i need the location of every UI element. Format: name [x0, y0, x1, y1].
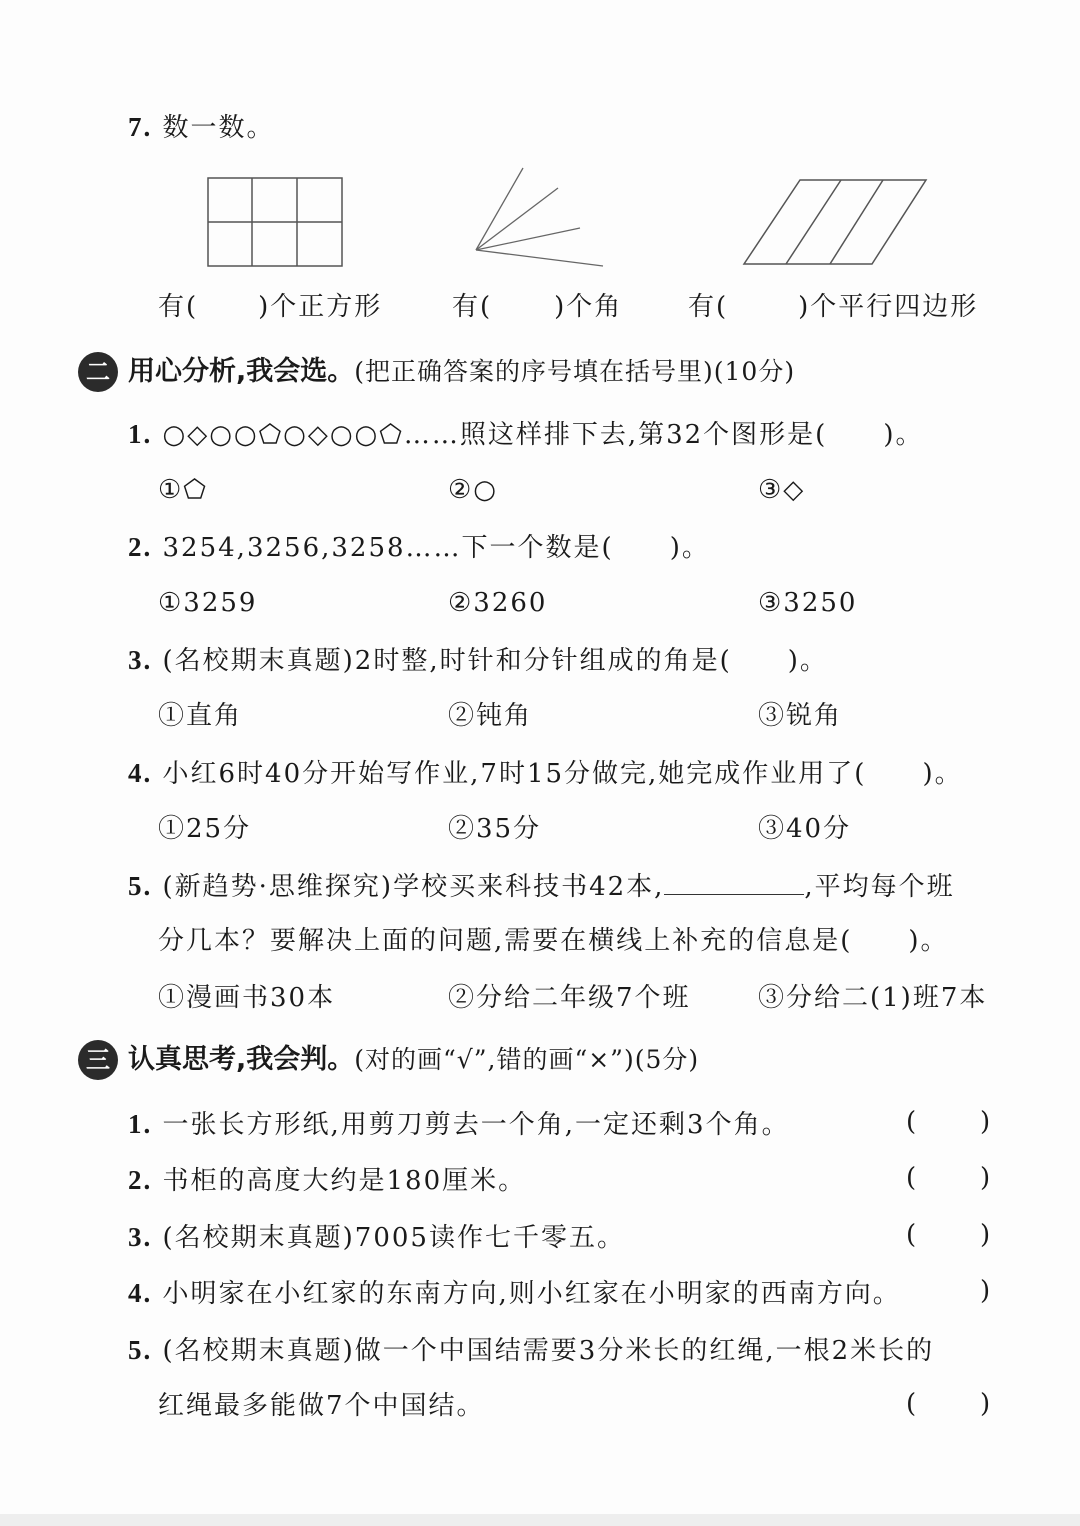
s2-question-5 — [128, 868, 955, 904]
section-badge: 三 — [78, 1040, 118, 1080]
section3-note: (对的画“√”,错的画“×”)(5分) — [354, 1045, 700, 1074]
option: ②○ — [448, 475, 498, 505]
option: ②钝角 — [448, 701, 533, 731]
question-text: 小明家在小红家的东南方向,则小红家在小明家的西南方向。 — [162, 1279, 901, 1309]
q7-text: 数一数。 — [162, 113, 275, 143]
s3-question-4 — [128, 1276, 901, 1311]
section-badge: 二 — [78, 352, 118, 392]
s2-question-3 — [128, 643, 828, 678]
question-text: 书柜的高度大约是180厘米。 — [162, 1166, 527, 1196]
s3-question-3 — [128, 1220, 625, 1255]
question-number: 1. — [128, 419, 153, 449]
s2-question-4 — [128, 756, 963, 791]
question-number: 5. — [128, 871, 153, 901]
question-number: 4. — [128, 1278, 153, 1308]
s3-question-2 — [128, 1163, 526, 1198]
answer-paren-close: ) — [980, 1107, 991, 1137]
parallelogram-figure — [738, 172, 933, 272]
caption-text: )个平行四边形 — [798, 292, 979, 322]
section2-title: 用心分析,我会选。 — [128, 356, 355, 387]
s2-question-1 — [128, 417, 923, 452]
option: ③3250 — [758, 588, 858, 618]
fill-in-blank-line — [664, 868, 804, 895]
question-text: ○◇○○⬠○◇○○⬠……照这样排下去,第32个图形是( )。 — [162, 420, 924, 450]
option: ①漫画书30本 — [158, 983, 336, 1013]
question-number: 2. — [128, 532, 153, 562]
caption-text: )个角 — [554, 292, 623, 322]
section3-header — [128, 1040, 699, 1083]
caption-text: 有( — [452, 292, 493, 322]
question-text: (名校期末真题)7005读作七千零五。 — [162, 1223, 625, 1253]
caption-parallelograms — [688, 290, 978, 324]
section3-title: 认真思考,我会判。 — [128, 1044, 355, 1075]
s3-question-5 — [128, 1333, 934, 1368]
section2-header — [128, 352, 795, 395]
option: ③分给二(1)班7本 — [758, 983, 988, 1013]
caption-text: 有( — [688, 292, 729, 322]
s2-question-2 — [128, 530, 710, 565]
answer-paren-close: ) — [980, 1276, 991, 1306]
option: ②分给二年级7个班 — [448, 983, 691, 1013]
answer-paren-close: ) — [980, 1163, 991, 1193]
question-text-continued: 红绳最多能做7个中国结。 — [158, 1391, 485, 1421]
question-text: 3254,3256,3258……下一个数是( )。 — [162, 533, 710, 563]
question-number: 2. — [128, 1165, 153, 1195]
option: ①25分 — [158, 814, 252, 844]
caption-squares — [158, 290, 382, 324]
question-text: ,平均每个班 — [804, 872, 955, 902]
option: ②3260 — [448, 588, 548, 618]
option: ②35分 — [448, 814, 542, 844]
caption-text: 有( — [158, 292, 199, 322]
square-grid-figure — [200, 170, 350, 275]
question-text: 小红6时40分开始写作业,7时15分做完,她完成作业用了( )。 — [162, 759, 963, 789]
option: ③◇ — [758, 475, 806, 505]
question-text: 一张长方形纸,用剪刀剪去一个角,一定还剩3个角。 — [162, 1110, 790, 1140]
answer-paren-open: ( — [906, 1389, 917, 1419]
caption-text: )个正方形 — [258, 292, 383, 322]
question-text: (名校期末真题)做一个中国结需要3分米长的红绳,一根2米长的 — [162, 1336, 935, 1366]
option: ③锐角 — [758, 701, 843, 731]
answer-paren-close: ) — [980, 1389, 991, 1419]
s3-question-1 — [128, 1107, 790, 1142]
question-number: 3. — [128, 1222, 153, 1252]
question-number: 3. — [128, 645, 153, 675]
q7-title — [128, 110, 275, 145]
q7-number: 7. — [128, 112, 153, 142]
option: ①⬠ — [158, 475, 208, 505]
answer-paren-open: ( — [906, 1220, 917, 1250]
option: ①3259 — [158, 588, 258, 618]
option: ③40分 — [758, 814, 852, 844]
question-text: (名校期末真题)2时整,时针和分针组成的角是( )。 — [162, 646, 828, 676]
answer-paren-open: ( — [906, 1107, 917, 1137]
answer-paren-open: ( — [906, 1163, 917, 1193]
question-number: 1. — [128, 1109, 153, 1139]
rays-angle-figure — [468, 160, 613, 272]
page-bottom-edge — [0, 1514, 1080, 1526]
question-text-continued: 分几本？要解决上面的问题,需要在横线上补充的信息是( )。 — [158, 926, 949, 956]
question-number: 4. — [128, 758, 153, 788]
question-number: 5. — [128, 1335, 153, 1365]
question-text: (新趋势·思维探究)学校买来科技书42本, — [162, 872, 665, 902]
caption-angles — [452, 290, 622, 324]
answer-paren-close: ) — [980, 1220, 991, 1250]
section2-note: (把正确答案的序号填在括号里)(10分) — [354, 357, 796, 386]
option: ①直角 — [158, 701, 243, 731]
